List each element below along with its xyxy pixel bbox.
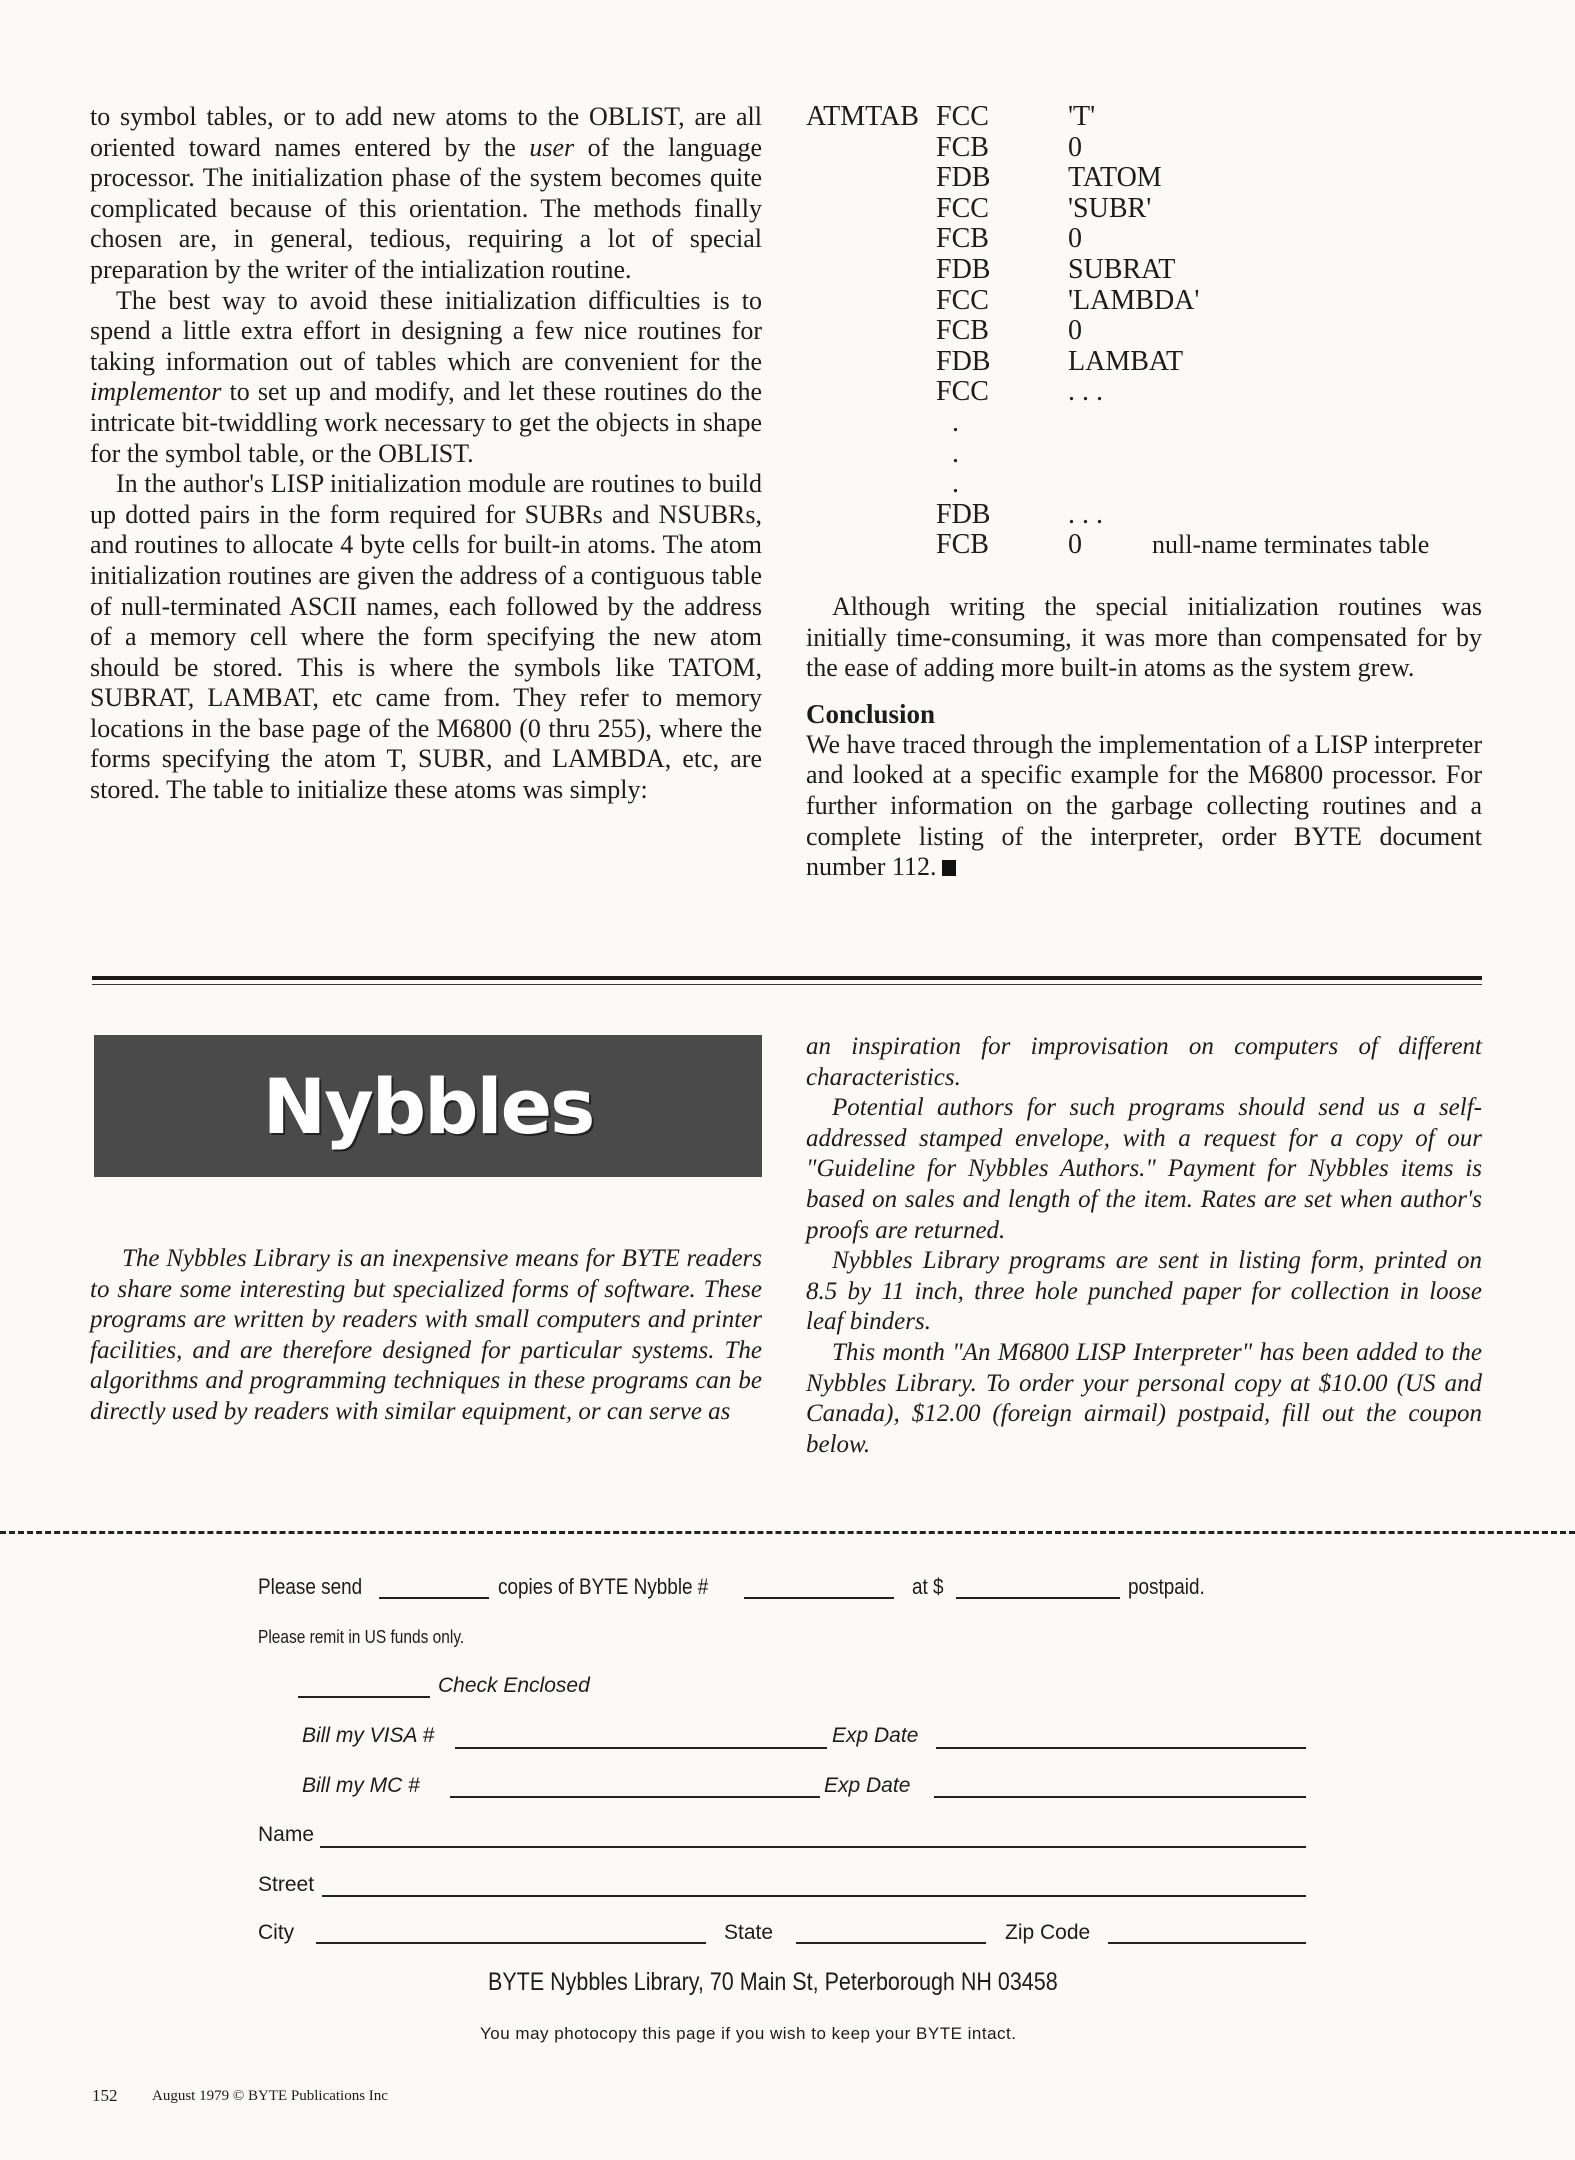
- nybble-number-field[interactable]: [744, 1597, 894, 1599]
- listing-comment: null-name terminates table: [1152, 530, 1430, 560]
- listing-operand: . . .: [1068, 498, 1103, 530]
- ellipsis-dot: .: [952, 437, 959, 469]
- listing-opcode: FCB: [936, 315, 989, 347]
- postpaid-label: postpaid.: [1128, 1574, 1205, 1599]
- mailing-address: BYTE Nybbles Library, 70 Main St, Peterborough NH 03458: [488, 1968, 1058, 1996]
- listing-operand: 'SUBR': [1068, 192, 1152, 224]
- ellipsis-dot: .: [952, 468, 959, 500]
- listing-row: [806, 439, 1506, 470]
- listing-row: [806, 316, 1506, 347]
- paragraph-2: The best way to avoid these initialization difficulties is to spend a little extra effort in designing a few nice routines for taking information out of tables which are convenient for the implementor to set up and modify, and let these routines do the intricate bit-twiddling work necessary to get the objects in shape for the symbol table, or the OBLIST.: [90, 285, 762, 468]
- listing-opcode: FCC: [936, 101, 989, 132]
- listing-operand: . . .: [1068, 376, 1103, 408]
- listing-opcode: FCB: [936, 223, 989, 255]
- mc-label: Bill my MC #: [302, 1774, 420, 1797]
- listing-label: ATMTAB: [806, 101, 919, 132]
- listing-opcode: FCC: [936, 376, 989, 408]
- mc-number-field[interactable]: [450, 1796, 820, 1798]
- state-field[interactable]: [796, 1942, 986, 1944]
- street-field[interactable]: [322, 1895, 1306, 1897]
- copies-field[interactable]: [379, 1597, 489, 1599]
- end-mark-icon: [942, 860, 956, 876]
- listing-opcode: FCC: [936, 284, 989, 316]
- check-enclosed-label: Check Enclosed: [438, 1674, 590, 1697]
- listing-opcode: FCB: [936, 529, 989, 561]
- mc-exp-field[interactable]: [934, 1796, 1306, 1798]
- section-divider-thin: [92, 984, 1482, 985]
- assembly-listing: [806, 102, 1506, 561]
- listing-operand: 0: [1068, 131, 1082, 163]
- listing-operand: 'T': [1068, 101, 1096, 132]
- listing-operand: TATOM: [1068, 162, 1162, 194]
- listing-operand: SUBRAT: [1068, 253, 1176, 285]
- listing-row: [806, 530, 1506, 561]
- nybbles-right-text: [806, 1032, 1482, 1460]
- section-divider: [92, 976, 1482, 980]
- nybbles-logo: Nybbles: [262, 1061, 594, 1151]
- visa-number-field[interactable]: [455, 1747, 827, 1749]
- listing-row: [806, 500, 1506, 531]
- folio-line: August 1979 © BYTE Publications Inc: [152, 2088, 388, 2104]
- listing-opcode: FDB: [936, 498, 991, 530]
- coupon-cut-line: [0, 1531, 1575, 1534]
- paragraph-1: to symbol tables, or to add new atoms to the OBLIST, are all oriented toward names entered by the user of the language processor. The initialization phase of the system becomes quite complicated because of this orientation. The methods finally chosen are, in general, tedious, requiring a lot of special preparation by the writer of the intialization routine.: [90, 102, 763, 284]
- listing-operand: 0: [1068, 529, 1082, 561]
- nybbles-banner: [94, 1035, 762, 1177]
- zip-label: Zip Code: [1005, 1921, 1091, 1944]
- listing-row: [806, 224, 1506, 255]
- nybbles-p2: Potential authors for such programs should send us a self-addressed stamped envelope, with a request for a copy of our "Guideline for Nybbles Authors." Payment for Nybbles items is based on sales and length of the item. Rates are set when author's proofs are returned.: [806, 1094, 1482, 1244]
- listing-opcode: FCB: [936, 131, 989, 163]
- conclusion-paragraph: We have traced through the implementation of a LISP interpreter and looked at a specific example for the M6800 processor. For further information on the garbage collecting routines and a complete listing of the interpreter, order BYTE document number 112.: [806, 729, 1482, 882]
- visa-label: Bill my VISA #: [302, 1724, 435, 1747]
- price-field[interactable]: [956, 1597, 1120, 1599]
- listing-row: [806, 377, 1506, 408]
- at-price-label: at $: [912, 1574, 944, 1599]
- visa-exp-label: Exp Date: [832, 1724, 919, 1747]
- listing-row: [806, 133, 1506, 164]
- listing-operand: 0: [1068, 223, 1082, 255]
- listing-row: [806, 347, 1506, 378]
- listing-opcode: FDB: [936, 162, 991, 194]
- nybbles-p1: an inspiration for improvisation on computers of different characteristics.: [806, 1033, 1482, 1091]
- nybbles-p3: Nybbles Library programs are sent in listing form, printed on 8.5 by 11 inch, three hole punched paper for collection in loose leaf binders.: [806, 1247, 1482, 1336]
- left-column: [90, 102, 762, 806]
- zip-field[interactable]: [1108, 1942, 1306, 1944]
- mc-exp-label: Exp Date: [824, 1774, 911, 1797]
- listing-row: [806, 163, 1506, 194]
- listing-row: [806, 469, 1506, 500]
- paragraph-3: In the author's LISP initialization module are routines to build up dotted pairs in the form required for SUBRs and NSUBRs, and routines to allocate 4 byte cells for built-in atoms. The atom initialization routines are given the address of a contiguous table of null-terminated ASCII names, each followed by the address of a memory cell where the form specifying the new atom should be stored. This is where the symbols like TATOM, SUBRAT, LAMBAT, etc came from. They refer to memory locations in the base page of the M6800 (0 thru 255), where the forms specifying the atom T, SUBR, and LAMBDA, etc, are stored. The table to initialize these atoms was simply:: [90, 469, 762, 805]
- conclusion-heading: Conclusion: [806, 698, 936, 729]
- listing-operand: LAMBAT: [1068, 345, 1184, 377]
- name-label: Name: [258, 1823, 315, 1846]
- listing-opcode: FDB: [936, 345, 991, 377]
- state-label: State: [724, 1921, 774, 1944]
- street-label: Street: [258, 1873, 315, 1896]
- listing-operand: 0: [1068, 315, 1082, 347]
- remit-note: Please remit in US funds only.: [258, 1627, 465, 1647]
- listing-opcode: FCC: [936, 192, 989, 224]
- nybbles-p4: This month "An M6800 LISP Interpreter" has been added to the Nybbles Library. To order your personal copy at $10.00 (US and Canada), $12.00 (foreign airmail) postpaid, fill out the coupon below.: [806, 1338, 1482, 1458]
- paragraph-closing: Although writing the special initialization routines was initially time-consuming, it was more than compensated for by the ease of adding more built-in atoms as the system grew.: [806, 592, 1482, 683]
- city-label: City: [258, 1921, 295, 1944]
- listing-opcode: FDB: [936, 253, 991, 285]
- check-enclosed-field[interactable]: [298, 1696, 430, 1698]
- listing-row: [806, 255, 1506, 286]
- photocopy-note: You may photocopy this page if you wish to keep your BYTE intact.: [480, 2024, 1017, 2043]
- listing-row: [806, 286, 1506, 317]
- listing-row: [806, 408, 1506, 439]
- right-column: [806, 592, 1482, 883]
- nybbles-left-text: [90, 1244, 762, 1428]
- listing-row: [806, 194, 1506, 225]
- page-number: 152: [92, 2086, 118, 2105]
- listing-operand: 'LAMBDA': [1068, 284, 1200, 316]
- listing-row: [806, 102, 1506, 133]
- city-field[interactable]: [316, 1942, 706, 1944]
- please-send-label: Please send: [258, 1574, 363, 1599]
- name-field[interactable]: [320, 1846, 1306, 1848]
- visa-exp-field[interactable]: [936, 1747, 1306, 1749]
- ellipsis-dot: .: [952, 406, 959, 438]
- copies-of-label: copies of BYTE Nybble #: [498, 1574, 709, 1599]
- nybbles-intro: The Nybbles Library is an inexpensive means for BYTE readers to share some interesting but specialized forms of software. These programs are written by readers with small computers and printer facilities, and are therefore designed for particular systems. The algorithms and programming techniques in these programs can be directly used by readers with similar equipment, or can serve as: [90, 1245, 762, 1425]
